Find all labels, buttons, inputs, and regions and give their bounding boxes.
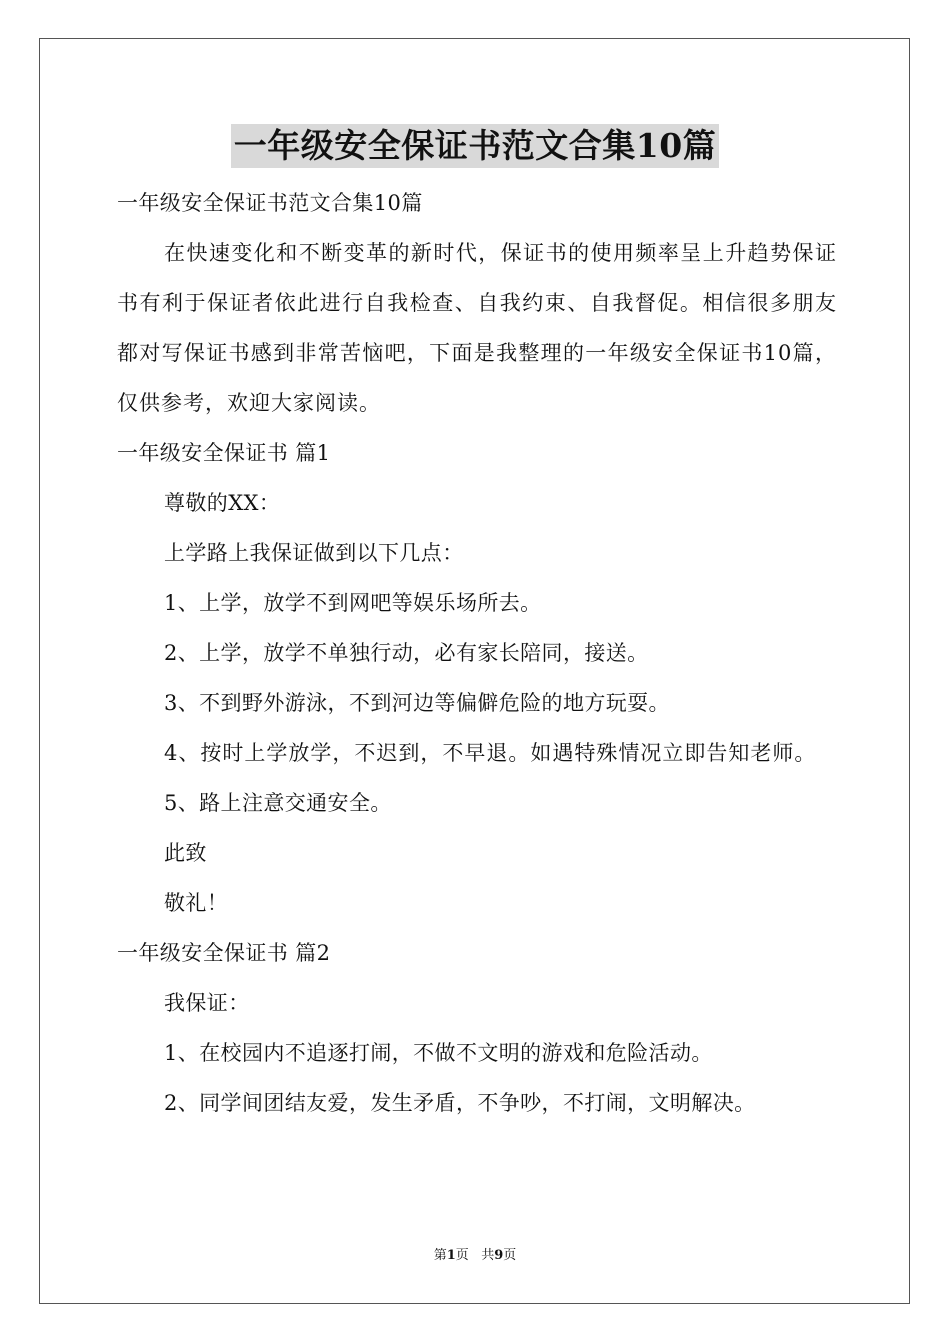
list-item: 2、同学间团结友爱，发生矛盾，不争吵，不打闹，文明解决。 (164, 1091, 756, 1115)
closing-salute: 敬礼！ (164, 891, 229, 915)
list-item: 1、在校园内不追逐打闹，不做不文明的游戏和危险活动。 (164, 1041, 713, 1065)
total-prefix: 共 (481, 1248, 495, 1263)
list-item: 3、不到野外游泳，不到河边等偏僻危险的地方玩耍。 (164, 691, 670, 715)
list-item: 2、上学，放学不单独行动，必有家长陪同，接送。 (164, 641, 649, 665)
total-suffix: 页 (503, 1248, 517, 1263)
salutation: 尊敬的XX： (164, 491, 281, 515)
closing-line: 此致 (164, 841, 207, 865)
list-item: 5、路上注意交通安全。 (164, 791, 392, 815)
intro-paragraph: 在快速变化和不断变革的新时代，保证书的使用频率呈上升趋势保证书有利于保证者依此进行自我检查、自我约束、自我督促。相信很多朋友都对写保证书感到非常苦恼吧，下面是我整理的一年级安全保证书10篇，仅供参考，欢迎大家阅读。 (117, 241, 837, 415)
section-lead-1: 上学路上我保证做到以下几点： (164, 541, 464, 565)
page-suffix: 页 (455, 1248, 469, 1263)
page-prefix: 第 (433, 1248, 447, 1263)
list-item: 4、按时上学放学，不迟到，不早退。如遇特殊情况立即告知老师。 (164, 741, 817, 765)
title-container (0, 124, 950, 168)
document-title: 一年级安全保证书范文合集10篇 (231, 124, 719, 168)
document-body (117, 178, 837, 1128)
page-current: 1 (446, 1248, 456, 1263)
page-footer (0, 1246, 950, 1266)
section-heading-2: 一年级安全保证书 篇2 (117, 941, 331, 965)
page-total: 9 (494, 1248, 504, 1263)
list-item: 1、上学，放学不到网吧等娱乐场所去。 (164, 591, 542, 615)
section-heading-1: 一年级安全保证书 篇1 (117, 441, 331, 465)
section-lead-2: 我保证： (164, 991, 250, 1015)
document-subtitle: 一年级安全保证书范文合集10篇 (117, 191, 423, 215)
